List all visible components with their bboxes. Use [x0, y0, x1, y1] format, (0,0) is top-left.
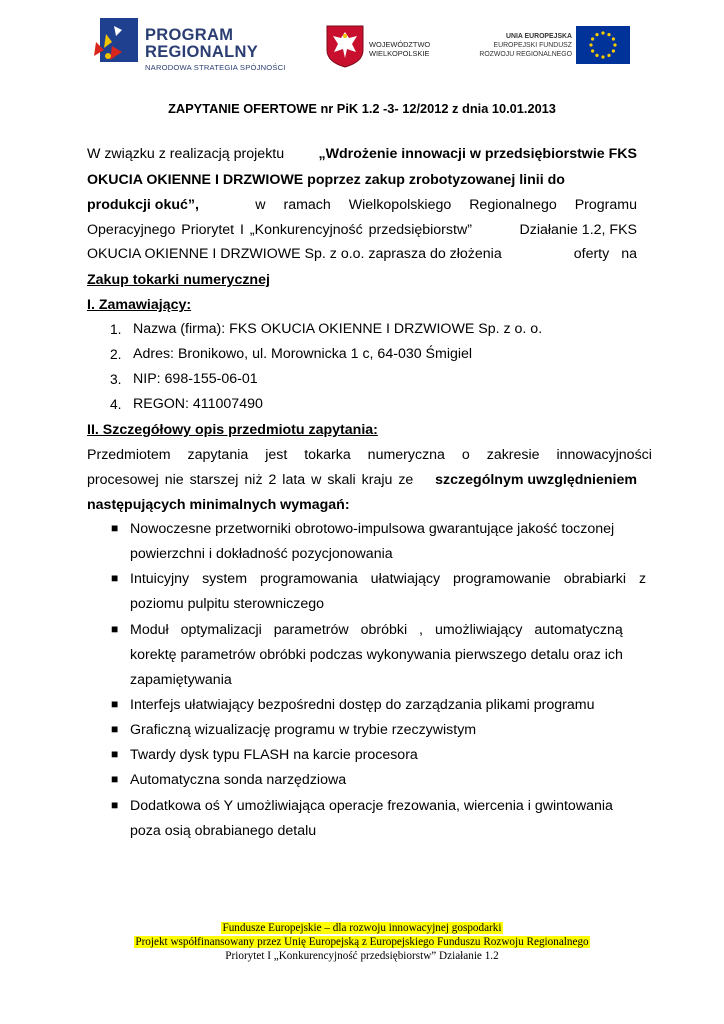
list-number: 3.: [110, 372, 122, 387]
program-regionalny-logo: [92, 16, 292, 76]
bullet-line: [130, 571, 647, 587]
bullet-text: Nowoczesne przetworniki obrotowo-impulsowa gwarantujące jakość toczonej: [130, 521, 615, 537]
intro-program: w ramach Wielkopolskiego Regionalnego Programu: [255, 197, 637, 213]
bullet-text: Intuicyjny system programowania ułatwiający programowanie obrabiarki z: [130, 571, 647, 587]
list-item: Nazwa (firma): FKS OKUCIA OKIENNE I DRZWIOWE Sp. z o. o.: [133, 321, 543, 337]
list-number: 1.: [110, 322, 122, 337]
bullet-icon: ■: [111, 571, 119, 585]
intro-line-5: [87, 246, 637, 262]
list-item: NIP: 698-155-06-01: [133, 371, 258, 387]
project-name: „Wdrożenie innowacji w przedsiębiorstwie FKS: [318, 146, 637, 162]
intro-line-1: [87, 146, 637, 162]
bullet-text: powierzchni i dokładność pozycjonowania: [130, 546, 393, 562]
wielkopolskie-logo: [325, 24, 445, 72]
bullet-text: Moduł optymalizacji parametrów obróbki , umożliwiający automatyczną: [130, 622, 623, 638]
intro-action: Działanie 1.2, FKS: [519, 222, 637, 238]
bullet-line: [130, 521, 637, 537]
intro-invite: OKUCIA OKIENNE I DRZWIOWE Sp. z o.o. zaprasza do złożenia: [87, 246, 502, 262]
bullet-text: Twardy dysk typu FLASH na karcie procesora: [130, 747, 418, 763]
project-name-cont: OKUCIA OKIENNE I DRZWIOWE poprzez zakup zrobotyzowanej linii do: [87, 172, 565, 188]
bullet-text: zapamiętywania: [130, 672, 232, 688]
intro-text: W związku z realizacją projektu: [87, 146, 285, 162]
program-logo-line2: REGIONALNY: [145, 43, 259, 61]
section2-line-2: [87, 472, 637, 488]
section2-emphasis: szczególnym uwzględnieniem: [435, 472, 637, 488]
bullet-text: poziomu pulpitu sterowniczego: [130, 596, 325, 612]
section2-text: Przedmiotem zapytania jest tokarka numeryczna o zakresie innowacyjności: [87, 447, 652, 463]
program-regionalny-mark-icon: [92, 16, 142, 68]
bullet-text: Graficzną wizualizację programu w trybie rzeczywistym: [130, 722, 477, 738]
program-logo-line1: PROGRAM: [145, 26, 234, 44]
footer-line-1: [0, 922, 724, 934]
bullet-icon: ■: [111, 747, 119, 761]
bullet-line: [130, 622, 637, 638]
region-logo-line2: WIELKOPOLSKIE: [369, 49, 430, 58]
bullet-icon: ■: [111, 697, 119, 711]
section2-heading: II. Szczegółowy opis przedmiotu zapytania:: [87, 422, 378, 438]
bullet-icon: ■: [111, 622, 119, 636]
list-number: 4.: [110, 397, 122, 412]
footer-line-2: [0, 936, 724, 948]
footer-funds-text: Fundusze Europejskie – dla rozwoju innowacyjnej gospodarki: [222, 922, 502, 934]
bullet-text: korektę parametrów obróbki podczas wykonywania pierwszego detalu oraz ich: [130, 647, 623, 663]
eu-logo: [460, 26, 630, 70]
intro-line-4: [87, 222, 637, 238]
intro-on: na: [621, 246, 637, 262]
region-logo-line1: WOJEWÓDZTWO: [369, 40, 431, 49]
intro-line-2: [87, 172, 637, 188]
section2-line-3: następujących minimalnych wymagań:: [87, 497, 350, 513]
bullet-icon: ■: [111, 798, 119, 812]
subject-heading: Zakup tokarki numerycznej: [87, 272, 270, 288]
document-title: ZAPYTANIE OFERTOWE nr PiK 1.2 -3- 12/2012 z dnia 10.01.2013: [168, 101, 556, 116]
bullet-text: Automatyczna sonda narzędziowa: [130, 772, 347, 788]
bullet-icon: ■: [111, 772, 119, 786]
eu-logo-line1: UNIA EUROPEJSKA: [506, 33, 572, 40]
list-item: REGON: 411007490: [133, 396, 263, 412]
bullet-line: [130, 798, 637, 814]
bullet-text: poza osią obrabianego detalu: [130, 823, 317, 839]
program-logo-line3: NARODOWA STRATEGIA SPÓJNOŚCI: [145, 63, 286, 72]
eu-logo-line2: EUROPEJSKI FUNDUSZ: [493, 42, 572, 49]
eagle-crest-icon: [325, 24, 365, 68]
footer-line-3: Priorytet I „Konkurencyjność przedsiębiorstw” Działanie 1.2: [225, 950, 499, 962]
bullet-icon: ■: [111, 521, 119, 535]
section2-line-1: [87, 447, 652, 463]
bullet-icon: ■: [111, 722, 119, 736]
intro-offer: oferty: [573, 246, 610, 262]
eu-logo-line3: ROZWOJU REGIONALNEGO: [479, 51, 572, 58]
section2-text: procesowej nie starszej niż 2 lata w skali kraju ze: [87, 472, 414, 488]
intro-line-3: [87, 197, 637, 213]
footer-cofinance-text: Projekt współfinansowany przez Unię Europejską z Europejskiego Funduszu Rozwoju Regionalnego: [135, 936, 589, 948]
list-item: Adres: Bronikowo, ul. Morownicka 1 c, 64-030 Śmigiel: [133, 346, 473, 362]
bullet-text: Interfejs ułatwiający bezpośredni dostęp do zarządzania plikami programu: [130, 697, 595, 713]
intro-priority: Operacyjnego Priorytet I „Konkurencyjność przedsiębiorstw”: [87, 222, 472, 238]
list-number: 2.: [110, 347, 122, 362]
project-name-end: produkcji okuć”,: [87, 197, 199, 213]
bullet-text: Dodatkowa oś Y umożliwiająca operacje frezowania, wiercenia i gwintowania: [130, 798, 613, 814]
section1-heading: I. Zamawiający:: [87, 297, 192, 313]
eu-flag-icon: [576, 26, 630, 64]
